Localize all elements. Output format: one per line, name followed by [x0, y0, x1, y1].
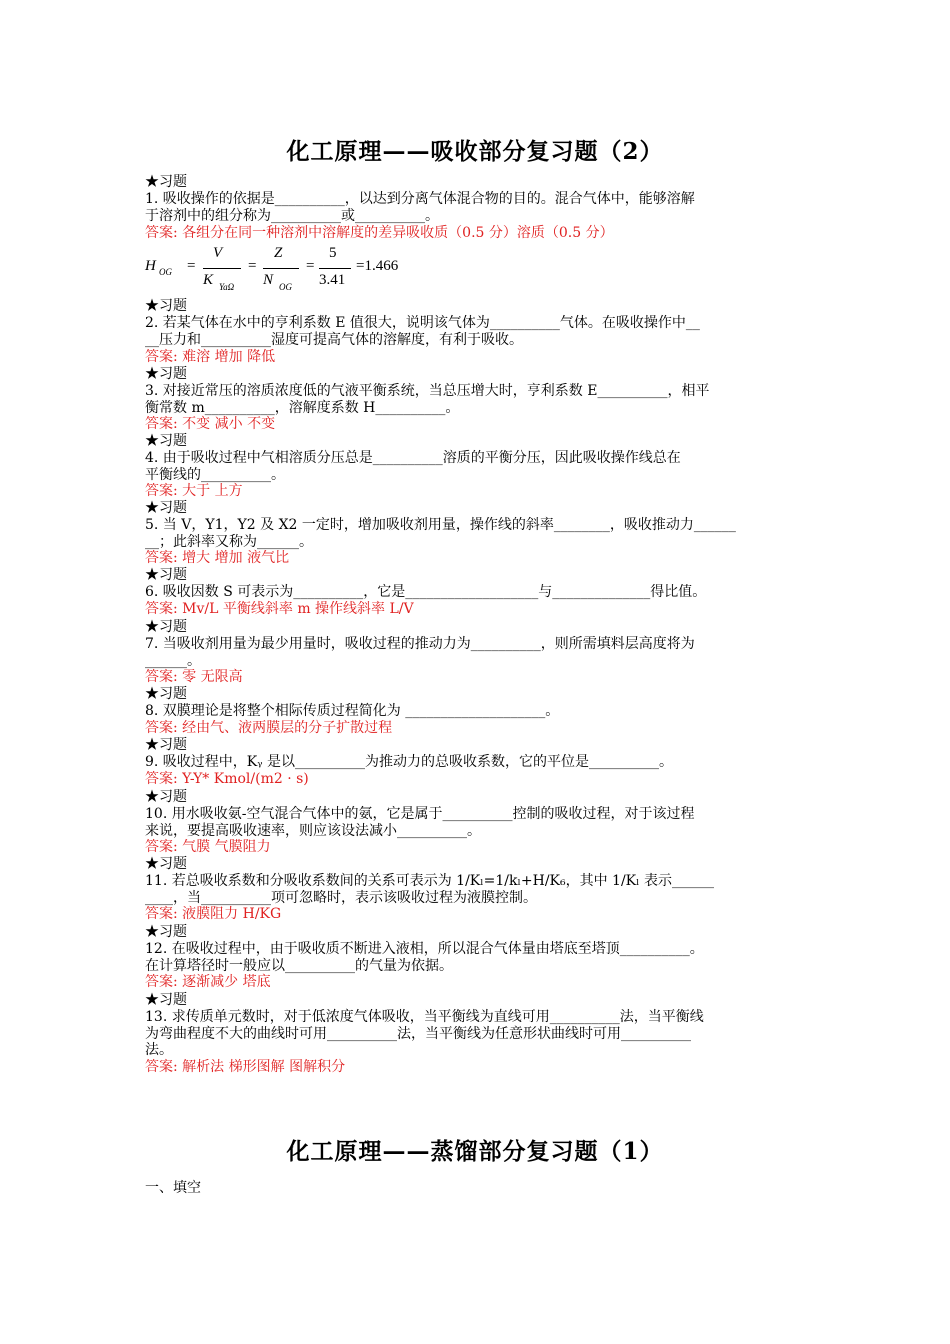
exercise-header: ★习题	[145, 686, 187, 702]
question-line: 10. 用水吸收氨-空气混合气体中的氨，它是属于__________控制的吸收过程，对于该过程	[145, 806, 695, 822]
exercise-header: ★习题	[145, 856, 187, 872]
section-title-absorption: 化工原理——吸收部分复习题（2）	[286, 138, 664, 165]
question-line: 平衡线的__________。	[145, 467, 285, 483]
formula-eq3: =	[306, 258, 315, 274]
answer-line: 答案: Mv/L 平衡线斜率 m 操作线斜率 L/V	[145, 601, 414, 617]
question-line: 在计算塔径时一般应以__________的气量为依据。	[145, 958, 453, 974]
formula-den1-sub: YaΩ	[219, 282, 235, 292]
answer-line: 答案: 零 无限高	[145, 669, 243, 685]
answer-line: 答案: 气膜 气膜阻力	[145, 839, 271, 855]
exercise-header: ★习题	[145, 500, 187, 516]
answer-line: 答案: Y-Y* Kmol/(m2 · s)	[145, 771, 309, 787]
question-line: ____，当__________项可忽略时，表示该吸收过程为液膜控制。	[145, 890, 537, 906]
question-line: 2. 若某气体在水中的亨利系数 E 值很大，说明该气体为__________气体。在吸收操作中__	[145, 315, 700, 331]
exercise-header: ★习题	[145, 366, 187, 382]
question-line: 1. 吸收操作的依据是__________，以达到分离气体混合物的目的。混合气体中，能够溶解	[145, 191, 695, 207]
question-line: 5. 当 V，Y1，Y2 及 X2 一定时，增加吸收剂用量，操作线的斜率________，吸收推动力______	[145, 517, 736, 533]
answer-line: 答案: 经由气、液两膜层的分子扩散过程	[145, 720, 393, 736]
formula-den1: K	[203, 272, 214, 288]
question-line: 12. 在吸收过程中，由于吸收质不断进入液相，所以混合气体量由塔底至塔顶__________。	[145, 941, 704, 957]
answer-line: 答案: 不变 减小 不变	[145, 416, 276, 432]
answer-line: 答案: 解析法 梯形图解 图解积分	[145, 1059, 346, 1075]
formula-den3: 3.41	[319, 272, 346, 288]
answer-line: 答案: 各组分在同一种溶剂中溶解度的差异吸收质（0.5 分）溶质（0.5 分）	[145, 225, 614, 241]
formula-eq2: =	[248, 258, 257, 274]
answer-line: 答案: 大于 上方	[145, 483, 243, 499]
question-line: 9. 吸收过程中，Kᵧ 是以__________为推动力的总吸收系数，它的平位是__________。	[145, 754, 673, 770]
question-line: 4. 由于吸收过程中气相溶质分压总是__________溶质的平衡分压，因此吸收操作线总在	[145, 450, 681, 466]
formula-num1: V	[213, 245, 223, 261]
question-line: 来说，要提高吸收速率，则应该设法减小__________。	[145, 823, 481, 839]
exercise-header: ★习题	[145, 619, 187, 635]
question-line: 11. 若总吸收系数和分吸收系数间的关系可表示为 1/Kₗ=1/kₗ+H/K₆，其中 1/Kₗ 表示______	[145, 873, 714, 889]
formula-lhs-sub: OG	[159, 267, 172, 277]
formula-num2: Z	[274, 245, 283, 261]
exercise-header: ★习题	[145, 433, 187, 449]
answer-line: 答案: 逐渐减少 塔底	[145, 974, 271, 990]
subsection-label: 一、填空	[145, 1180, 201, 1196]
exercise-header: ★习题	[145, 567, 187, 583]
fraction-bar	[203, 268, 241, 269]
answer-line: 答案: 液膜阻力 H/KG	[145, 906, 282, 922]
fraction-bar	[319, 268, 351, 269]
exercise-header: ★习题	[145, 737, 187, 753]
exercise-header: ★习题	[145, 992, 187, 1008]
question-line: 于溶剂中的组分称为__________或__________。	[145, 208, 439, 224]
question-line: __；此斜率又称为______。	[145, 534, 313, 550]
exercise-header: ★习题	[145, 298, 187, 314]
exercise-header: ★习题	[145, 789, 187, 805]
fraction-bar	[263, 268, 299, 269]
formula-eq1: =	[187, 258, 196, 274]
formula-den2-sub: OG	[279, 282, 292, 292]
question-line: 衡常数 m__________，溶解度系数 H__________。	[145, 400, 460, 416]
question-line: 7. 当吸收剂用量为最少用量时，吸收过程的推动力为__________，则所需填料层高度将为	[145, 636, 695, 652]
question-line: 法。	[145, 1042, 173, 1058]
formula-result: =1.466	[356, 258, 399, 274]
question-line: 6. 吸收因数 S 可表示为__________，它是___________________与______________得比值。	[145, 584, 707, 600]
question-line: 3. 对接近常压的溶质浓度低的气液平衡系统，当总压增大时，亨利系数 E__________，相平	[145, 383, 710, 399]
answer-line: 答案: 增大 增加 液气比	[145, 550, 290, 566]
question-line: __压力和__________湿度可提高气体的溶解度，有利于吸收。	[145, 332, 523, 348]
formula-lhs: H	[145, 258, 156, 274]
question-line: 为弯曲程度不大的曲线时可用__________法，当平衡线为任意形状曲线时可用__________	[145, 1026, 691, 1042]
formula-den2: N	[263, 272, 274, 288]
exercise-header: ★习题	[145, 924, 187, 940]
question-line: 8. 双膜理论是将整个相际传质过程简化为 ____________________。	[145, 703, 560, 719]
question-line: ______。	[145, 653, 201, 669]
exercise-header: ★习题	[145, 174, 187, 190]
formula-num3: 5	[329, 245, 337, 261]
question-line: 13. 求传质单元数时，对于低浓度气体吸收，当平衡线为直线可用__________法，当平衡线	[145, 1009, 704, 1025]
hog-formula	[145, 243, 445, 295]
section-title-distillation: 化工原理——蒸馏部分复习题（1）	[286, 1138, 664, 1165]
answer-line: 答案: 难溶 增加 降低	[145, 349, 276, 365]
